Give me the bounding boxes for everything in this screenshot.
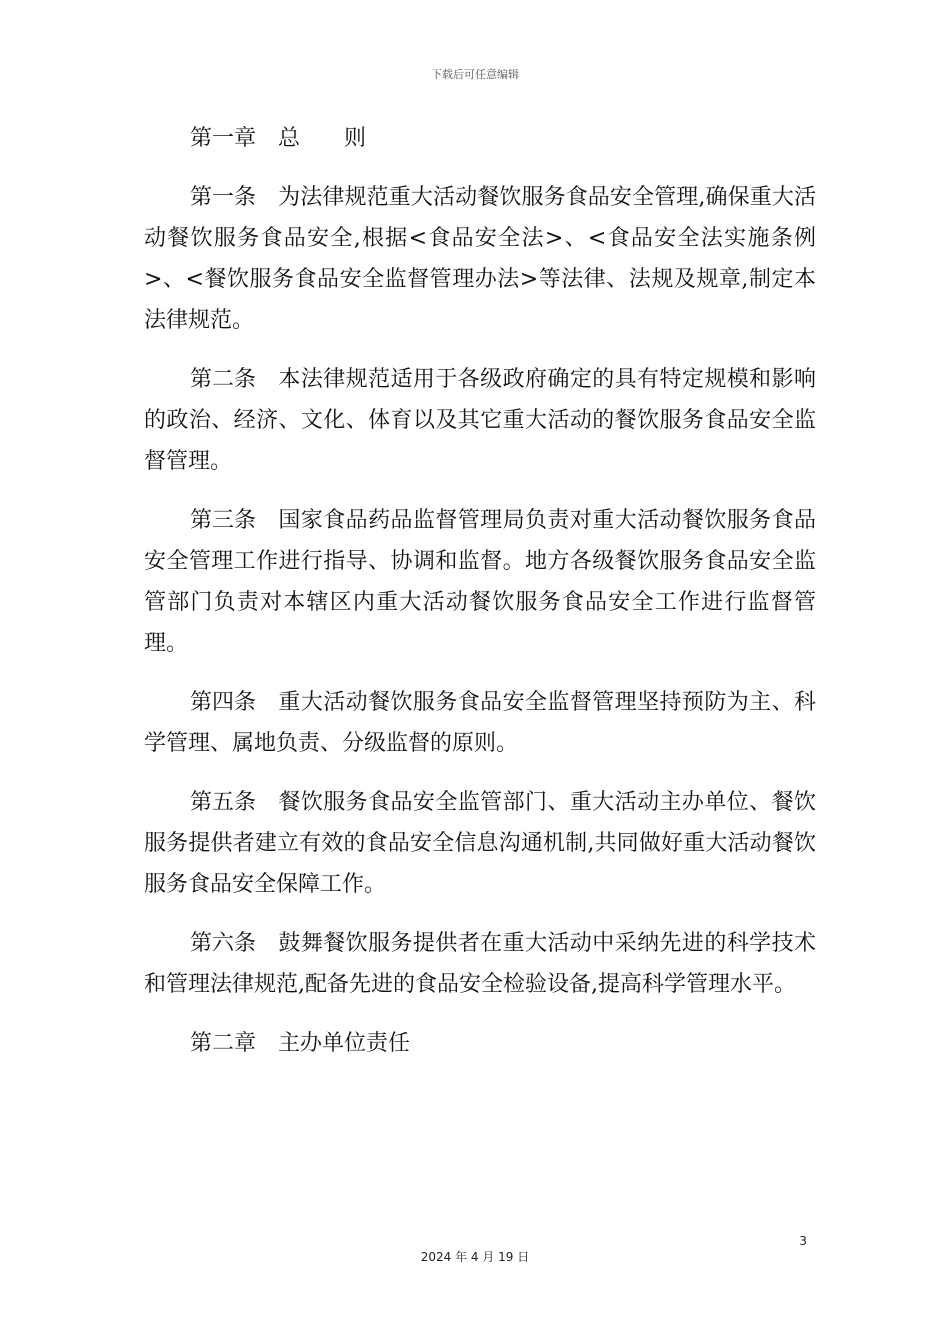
article-1 xyxy=(144,177,816,341)
article-2 xyxy=(144,359,816,482)
chapter-2-title: 主办单位责任 xyxy=(278,1031,411,1056)
page-number: 3 xyxy=(799,1234,807,1248)
chapter-1-label: 第一章 xyxy=(190,126,257,151)
article-3-label: 第三条 xyxy=(190,508,257,533)
article-5-text: 餐饮服务食品安全监管部门、重大活动主办单位、餐饮服务提供者建立有效的食品安全信息沟通机制,共同做好重大活动餐饮服务食品安全保障工作。 xyxy=(144,790,816,897)
document-body xyxy=(144,118,816,1082)
article-2-text: 本法律规范适用于各级政府确定的具有特定规模和影响的政治、经济、文化、体育以及其它重大活动的餐饮服务食品安全监督管理。 xyxy=(144,367,816,474)
chapter-2-label: 第二章 xyxy=(190,1031,257,1056)
article-6-text: 鼓舞餐饮服务提供者在重大活动中采纳先进的科学技术和管理法律规范,配备先进的食品安全检验设备,提高科学管理水平。 xyxy=(144,931,816,997)
article-6 xyxy=(144,923,816,1005)
article-4 xyxy=(144,682,816,764)
chapter-2-heading xyxy=(144,1023,816,1064)
article-3 xyxy=(144,500,816,664)
article-2-label: 第二条 xyxy=(190,367,257,392)
article-4-label: 第四条 xyxy=(190,690,257,715)
article-6-label: 第六条 xyxy=(190,931,257,956)
footer-date: 2024 年 4 月 19 日 xyxy=(420,1250,530,1264)
chapter-1-heading xyxy=(144,118,816,159)
article-1-text: 为法律规范重大活动餐饮服务食品安全管理,确保重大活动餐饮服务食品安全,根据<食品安全法>、<食品安全法实施条例>、<餐饮服务食品安全监督管理办法>等法律、法规及规章,制定本法律规范。 xyxy=(144,185,816,333)
article-1-label: 第一条 xyxy=(190,185,257,210)
chapter-1-title: 总 则 xyxy=(278,126,367,151)
article-4-text: 重大活动餐饮服务食品安全监督管理坚持预防为主、科学管理、属地负责、分级监督的原则。 xyxy=(144,690,816,756)
article-5-label: 第五条 xyxy=(190,790,257,815)
article-5 xyxy=(144,782,816,905)
page-header: 下载后可任意编辑 xyxy=(431,68,519,81)
article-3-text: 国家食品药品监督管理局负责对重大活动餐饮服务食品安全管理工作进行指导、协调和监督。地方各级餐饮服务食品安全监管部门负责对本辖区内重大活动餐饮服务食品安全工作进行监督管理。 xyxy=(144,508,816,656)
